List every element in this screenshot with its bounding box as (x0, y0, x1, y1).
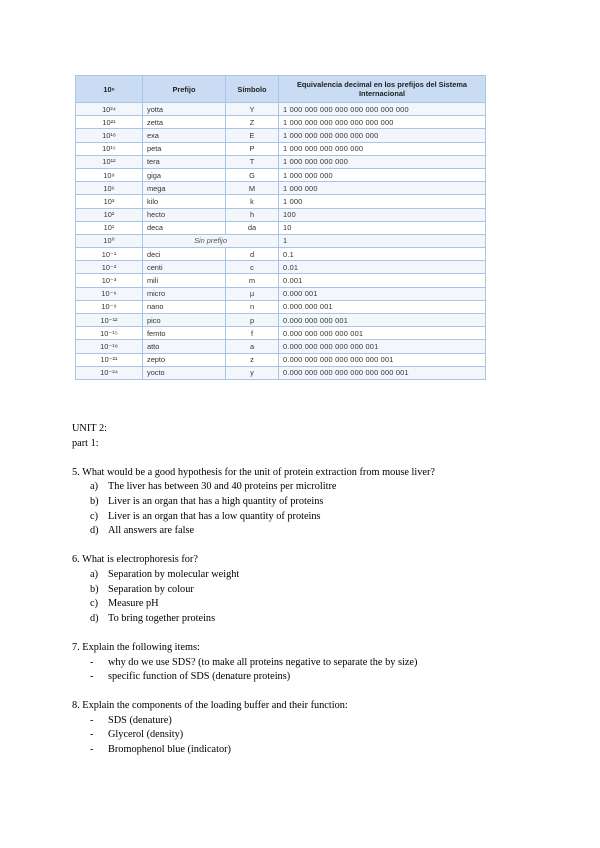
value-cell: 1 000 000 000 000 000 (279, 142, 486, 155)
table-row (76, 340, 486, 353)
prefix-cell: tera (143, 155, 226, 168)
table-row (76, 287, 486, 300)
prefix-cell: yocto (143, 366, 226, 379)
table-row (76, 168, 486, 181)
symbol-cell: h (226, 208, 279, 221)
power-cell: 10¹⁸ (76, 129, 143, 142)
value-cell: 1 000 000 000 000 000 000 (279, 129, 486, 142)
prefix-cell: exa (143, 129, 226, 142)
prefix-cell: kilo (143, 195, 226, 208)
symbol-cell: G (226, 168, 279, 181)
si-prefix-table (75, 75, 486, 380)
power-cell: 10⁻²⁴ (76, 366, 143, 379)
value-cell: 1 000 000 000 (279, 168, 486, 181)
power-cell: 10³ (76, 195, 143, 208)
table-row (76, 327, 486, 340)
prefix-cell: femto (143, 327, 226, 340)
value-cell: 0.1 (279, 248, 486, 261)
power-cell: 10⁻¹ (76, 248, 143, 261)
symbol-cell: Y (226, 103, 279, 116)
table-row (76, 353, 486, 366)
option-item: c) Liver is an organ that has a low quantity of proteins (90, 510, 321, 522)
header-power: 10ⁿ (76, 76, 143, 103)
symbol-cell: p (226, 314, 279, 327)
table-header-row (76, 76, 486, 103)
value-cell: 1 000 000 000 000 (279, 155, 486, 168)
symbol-cell: a (226, 340, 279, 353)
value-cell: 0.000 000 000 000 000 000 000 001 (279, 366, 486, 379)
value-cell: 0.000 000 000 000 000 001 (279, 340, 486, 353)
symbol-cell: f (226, 327, 279, 340)
list-item: - specific function of SDS (denature proteins) (90, 671, 291, 683)
header-symbol: Símbolo (226, 76, 279, 103)
document-body (72, 422, 542, 758)
part-title: part 1: (72, 437, 99, 449)
question-8: 8. Explain the components of the loading buffer and their function: (72, 700, 348, 712)
value-cell: 100 (279, 208, 486, 221)
question-7: 7. Explain the following items: (72, 641, 200, 653)
value-cell: 1 000 000 000 000 000 000 000 (279, 116, 486, 129)
header-prefix: Prefijo (143, 76, 226, 103)
prefix-cell: nano (143, 300, 226, 313)
prefix-cell: peta (143, 142, 226, 155)
question-5-options (72, 480, 542, 538)
table-row (76, 221, 486, 234)
power-cell: 10⁻¹² (76, 314, 143, 327)
prefix-cell: centi (143, 261, 226, 274)
table-row (76, 208, 486, 221)
header-decimal-equivalence: Equivalencia decimal en los prefijos del Sistema Internacional (279, 76, 486, 103)
symbol-cell: y (226, 366, 279, 379)
prefix-cell: micro (143, 287, 226, 300)
power-cell: 10⁻⁶ (76, 287, 143, 300)
power-cell: 10⁶ (76, 182, 143, 195)
value-cell: 10 (279, 221, 486, 234)
list-item: - SDS (denature) (90, 714, 172, 726)
prefix-cell: deci (143, 248, 226, 261)
value-cell: 1 (279, 234, 486, 247)
symbol-cell: z (226, 353, 279, 366)
value-cell: 1 000 (279, 195, 486, 208)
symbol-cell: M (226, 182, 279, 195)
power-cell: 10⁹ (76, 168, 143, 181)
prefix-cell: deca (143, 221, 226, 234)
symbol-cell: da (226, 221, 279, 234)
table-row (76, 234, 486, 247)
value-cell: 0.000 000 000 000 000 000 001 (279, 353, 486, 366)
prefix-cell: yotta (143, 103, 226, 116)
no-prefix-cell: Sin prefijo (143, 234, 279, 247)
table-row (76, 261, 486, 274)
power-cell: 10⁻² (76, 261, 143, 274)
symbol-cell: d (226, 248, 279, 261)
prefix-cell: mili (143, 274, 226, 287)
prefix-cell: mega (143, 182, 226, 195)
prefix-cell: atto (143, 340, 226, 353)
symbol-cell: k (226, 195, 279, 208)
question-6: 6. What is electrophoresis for? (72, 554, 198, 566)
table-row (76, 274, 486, 287)
table-row (76, 195, 486, 208)
power-cell: 10⁻⁹ (76, 300, 143, 313)
power-cell: 10⁻³ (76, 274, 143, 287)
value-cell: 1 000 000 (279, 182, 486, 195)
option-item: b) Separation by colour (90, 583, 194, 595)
table-row (76, 366, 486, 379)
value-cell: 0.000 000 000 000 001 (279, 327, 486, 340)
list-item: - Bromophenol blue (indicator) (90, 744, 231, 756)
symbol-cell: µ (226, 287, 279, 300)
value-cell: 0.000 000 000 001 (279, 314, 486, 327)
prefix-cell: giga (143, 168, 226, 181)
table-row (76, 116, 486, 129)
power-cell: 10²¹ (76, 116, 143, 129)
option-item: a) Separation by molecular weight (90, 568, 240, 580)
table-row (76, 314, 486, 327)
power-cell: 10¹⁵ (76, 142, 143, 155)
list-item: - why do we use SDS? (to make all proteins negative to separate the by size) (90, 656, 418, 668)
power-cell: 10² (76, 208, 143, 221)
value-cell: 0.000 001 (279, 287, 486, 300)
option-item: a) The liver has between 30 and 40 proteins per microlitre (90, 481, 337, 493)
symbol-cell: T (226, 155, 279, 168)
value-cell: 0.000 000 001 (279, 300, 486, 313)
prefix-cell: zepto (143, 353, 226, 366)
value-cell: 0.01 (279, 261, 486, 274)
table-row (76, 248, 486, 261)
question-6-options (72, 568, 542, 626)
symbol-cell: Z (226, 116, 279, 129)
power-cell: 10⁻²¹ (76, 353, 143, 366)
power-cell: 10²⁴ (76, 103, 143, 116)
power-cell: 10⁻¹⁵ (76, 327, 143, 340)
symbol-cell: n (226, 300, 279, 313)
prefix-cell: zetta (143, 116, 226, 129)
power-cell: 10¹ (76, 221, 143, 234)
power-cell: 10⁰ (76, 234, 143, 247)
question-7-items (72, 656, 542, 685)
option-item: b) Liver is an organ that has a high quantity of proteins (90, 495, 324, 507)
table-row (76, 129, 486, 142)
prefix-cell: pico (143, 314, 226, 327)
symbol-cell: P (226, 142, 279, 155)
table-row (76, 300, 486, 313)
list-item: - Glycerol (density) (90, 729, 184, 741)
value-cell: 0.001 (279, 274, 486, 287)
symbol-cell: E (226, 129, 279, 142)
unit-title: UNIT 2: (72, 423, 107, 434)
power-cell: 10⁻¹⁸ (76, 340, 143, 353)
question-8-items (72, 714, 542, 758)
table-row (76, 103, 486, 116)
question-5: 5. What would be a good hypothesis for the unit of protein extraction from mouse liver? (72, 466, 435, 478)
power-cell: 10¹² (76, 155, 143, 168)
option-item: c) Measure pH (90, 598, 159, 610)
symbol-cell: m (226, 274, 279, 287)
option-item: d) To bring together proteins (90, 612, 216, 624)
prefix-cell: hecto (143, 208, 226, 221)
table-row (76, 155, 486, 168)
option-item: d) All answers are false (90, 525, 195, 537)
table-body (76, 103, 486, 380)
table-row (76, 142, 486, 155)
table-row (76, 182, 486, 195)
value-cell: 1 000 000 000 000 000 000 000 000 (279, 103, 486, 116)
symbol-cell: c (226, 261, 279, 274)
